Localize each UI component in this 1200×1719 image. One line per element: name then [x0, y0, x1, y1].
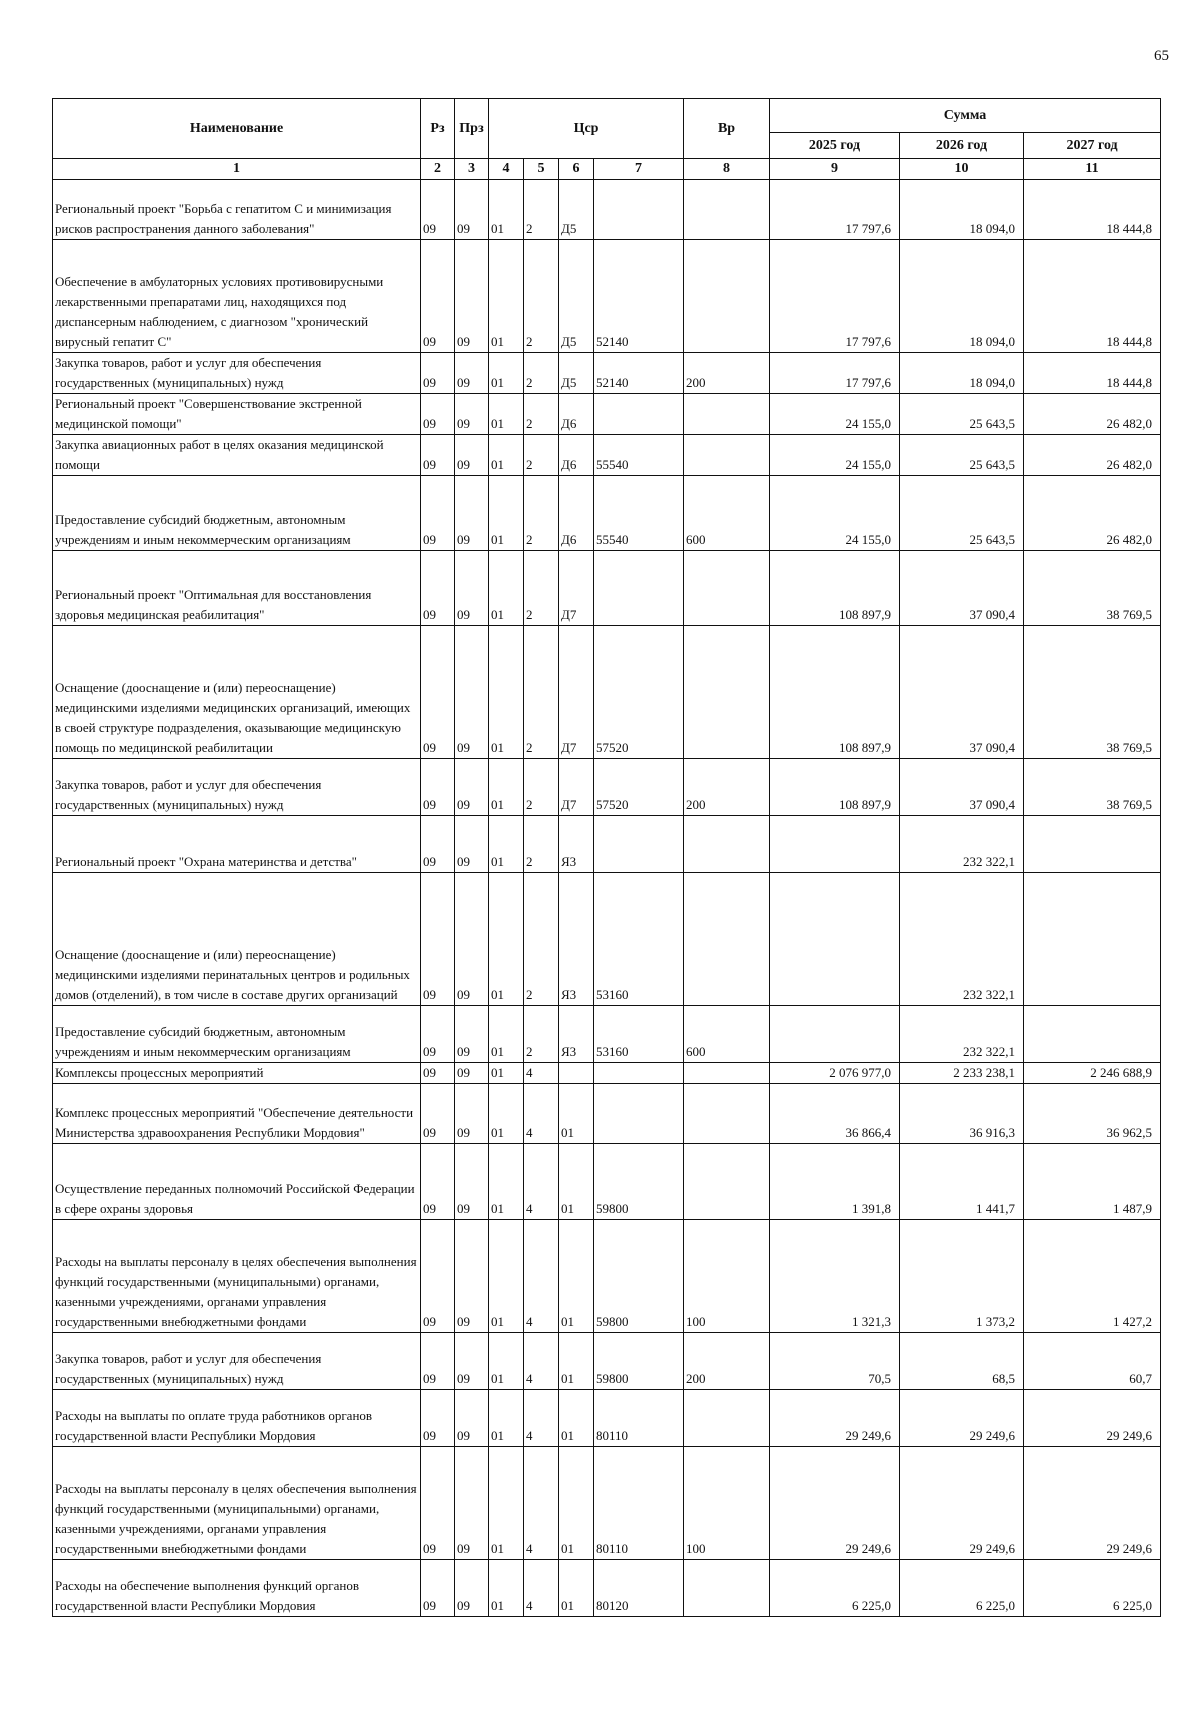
row-rz: 09 [421, 626, 455, 759]
row-sum-2027: 18 444,8 [1024, 353, 1161, 394]
column-number: 9 [770, 159, 900, 180]
row-sum-2027: 38 769,5 [1024, 626, 1161, 759]
row-sum-2026: 29 249,6 [900, 1447, 1024, 1560]
row-name: Оснащение (дооснащение и (или) переоснащение) медицинскими изделиями медицинских организаций, имеющих в своей структуре подразделения, оказывающие медицинскую помощь по медицинской реабилитации [53, 626, 421, 759]
row-rz: 09 [421, 551, 455, 626]
row-csr-part-1: 01 [489, 1333, 524, 1390]
table-row [53, 240, 1161, 353]
row-vr [684, 1063, 770, 1084]
header-rz: Рз [421, 99, 455, 159]
row-csr-code [594, 551, 684, 626]
header-year-2026: 2026 год [900, 133, 1024, 159]
row-sum-2025 [770, 873, 900, 1006]
row-csr-part-3: Д6 [559, 394, 594, 435]
row-sum-2026: 25 643,5 [900, 394, 1024, 435]
table-row [53, 1447, 1161, 1560]
row-csr-part-1: 01 [489, 1084, 524, 1144]
row-sum-2026: 29 249,6 [900, 1390, 1024, 1447]
row-sum-2026: 1 441,7 [900, 1144, 1024, 1220]
table-row [53, 1390, 1161, 1447]
row-csr-part-2: 2 [524, 551, 559, 626]
row-csr-part-2: 4 [524, 1560, 559, 1617]
row-csr-part-3: Д7 [559, 551, 594, 626]
table-row [53, 1560, 1161, 1617]
row-name: Оснащение (дооснащение и (или) переоснащение) медицинскими изделиями перинатальных центров и родильных домов (отделений), в том числе в составе других организаций [53, 873, 421, 1006]
row-vr [684, 435, 770, 476]
row-csr-part-1: 01 [489, 240, 524, 353]
row-csr-part-1: 01 [489, 626, 524, 759]
row-sum-2025: 29 249,6 [770, 1447, 900, 1560]
row-prz: 09 [455, 1560, 489, 1617]
row-rz: 09 [421, 353, 455, 394]
row-name: Расходы на выплаты персоналу в целях обеспечения выполнения функций государственными (муниципальными) органами, казенными учреждениями, органами управления государственными внебюджетными фондами [53, 1220, 421, 1333]
row-rz: 09 [421, 394, 455, 435]
row-csr-part-3: Я3 [559, 1006, 594, 1063]
row-sum-2027: 29 249,6 [1024, 1447, 1161, 1560]
row-csr-part-1: 01 [489, 759, 524, 816]
row-sum-2025 [770, 1006, 900, 1063]
row-csr-part-2: 4 [524, 1447, 559, 1560]
row-prz: 09 [455, 1447, 489, 1560]
row-csr-part-3: Д7 [559, 759, 594, 816]
row-sum-2026: 25 643,5 [900, 435, 1024, 476]
row-name: Региональный проект "Борьба с гепатитом С и минимизация рисков распространения данного заболевания" [53, 180, 421, 240]
row-csr-part-2: 2 [524, 759, 559, 816]
row-name: Региональный проект "Совершенствование экстренной медицинской помощи" [53, 394, 421, 435]
row-sum-2025: 24 155,0 [770, 394, 900, 435]
row-csr-part-1: 01 [489, 1063, 524, 1084]
row-vr [684, 873, 770, 1006]
page-number: 65 [1154, 48, 1169, 64]
table-row [53, 873, 1161, 1006]
row-sum-2026: 232 322,1 [900, 816, 1024, 873]
row-csr-code: 53160 [594, 873, 684, 1006]
row-csr-part-2: 2 [524, 873, 559, 1006]
table-row [53, 551, 1161, 626]
row-prz: 09 [455, 759, 489, 816]
row-csr-code: 80110 [594, 1447, 684, 1560]
row-rz: 09 [421, 1447, 455, 1560]
row-sum-2027: 60,7 [1024, 1333, 1161, 1390]
row-name: Расходы на выплаты по оплате труда работников органов государственной власти Республики Мордовия [53, 1390, 421, 1447]
row-prz: 09 [455, 1220, 489, 1333]
table-row [53, 816, 1161, 873]
row-csr-part-3: Д5 [559, 240, 594, 353]
column-number: 2 [421, 159, 455, 180]
row-sum-2026: 2 233 238,1 [900, 1063, 1024, 1084]
row-csr-code: 52140 [594, 240, 684, 353]
row-name: Комплексы процессных мероприятий [53, 1063, 421, 1084]
row-csr-part-2: 4 [524, 1144, 559, 1220]
row-sum-2026: 68,5 [900, 1333, 1024, 1390]
row-sum-2027: 6 225,0 [1024, 1560, 1161, 1617]
row-name: Предоставление субсидий бюджетным, автономным учреждениям и иным некоммерческим организациям [53, 476, 421, 551]
row-csr-part-2: 4 [524, 1333, 559, 1390]
row-sum-2026: 37 090,4 [900, 626, 1024, 759]
row-sum-2025: 1 321,3 [770, 1220, 900, 1333]
row-csr-part-2: 2 [524, 353, 559, 394]
row-sum-2025: 2 076 977,0 [770, 1063, 900, 1084]
row-name: Закупка товаров, работ и услуг для обеспечения государственных (муниципальных) нужд [53, 759, 421, 816]
row-csr-part-2: 2 [524, 240, 559, 353]
row-prz: 09 [455, 353, 489, 394]
header-name: Наименование [53, 99, 421, 159]
column-number: 5 [524, 159, 559, 180]
budget-table-wrapper [52, 98, 1160, 1617]
row-vr: 200 [684, 759, 770, 816]
row-csr-part-1: 01 [489, 873, 524, 1006]
row-rz: 09 [421, 816, 455, 873]
row-vr: 100 [684, 1447, 770, 1560]
row-csr-code [594, 1063, 684, 1084]
row-csr-part-1: 01 [489, 1144, 524, 1220]
table-row [53, 626, 1161, 759]
row-sum-2027: 26 482,0 [1024, 435, 1161, 476]
row-name: Региональный проект "Оптимальная для восстановления здоровья медицинская реабилитация" [53, 551, 421, 626]
row-name: Закупка товаров, работ и услуг для обеспечения государственных (муниципальных) нужд [53, 1333, 421, 1390]
row-name: Закупка авиационных работ в целях оказания медицинской помощи [53, 435, 421, 476]
row-sum-2027: 29 249,6 [1024, 1390, 1161, 1447]
row-prz: 09 [455, 1084, 489, 1144]
row-csr-code: 55540 [594, 435, 684, 476]
row-csr-code: 80120 [594, 1560, 684, 1617]
row-name: Расходы на обеспечение выполнения функций органов государственной власти Республики Мордовия [53, 1560, 421, 1617]
row-sum-2025: 24 155,0 [770, 476, 900, 551]
row-vr [684, 816, 770, 873]
row-sum-2025: 6 225,0 [770, 1560, 900, 1617]
row-name: Комплекс процессных мероприятий "Обеспечение деятельности Министерства здравоохранения Республики Мордовия" [53, 1084, 421, 1144]
row-csr-part-2: 4 [524, 1220, 559, 1333]
table-body [53, 159, 1161, 1617]
table-row [53, 1006, 1161, 1063]
row-name: Осуществление переданных полномочий Российской Федерации в сфере охраны здоровья [53, 1144, 421, 1220]
row-sum-2026: 37 090,4 [900, 551, 1024, 626]
row-rz: 09 [421, 1084, 455, 1144]
table-row [53, 394, 1161, 435]
row-sum-2026: 1 373,2 [900, 1220, 1024, 1333]
row-sum-2027 [1024, 816, 1161, 873]
row-csr-code: 57520 [594, 759, 684, 816]
row-vr [684, 180, 770, 240]
table-row [53, 353, 1161, 394]
row-csr-code: 80110 [594, 1390, 684, 1447]
table-row [53, 1333, 1161, 1390]
row-vr [684, 626, 770, 759]
column-number: 4 [489, 159, 524, 180]
row-sum-2027: 26 482,0 [1024, 476, 1161, 551]
row-sum-2027: 38 769,5 [1024, 759, 1161, 816]
row-csr-part-3: 01 [559, 1333, 594, 1390]
row-sum-2027: 36 962,5 [1024, 1084, 1161, 1144]
row-csr-part-3: 01 [559, 1084, 594, 1144]
column-number-row [53, 159, 1161, 180]
row-csr-part-1: 01 [489, 1220, 524, 1333]
table-row [53, 759, 1161, 816]
row-csr-code: 59800 [594, 1220, 684, 1333]
row-sum-2026: 18 094,0 [900, 353, 1024, 394]
row-prz: 09 [455, 435, 489, 476]
header-sum: Сумма [770, 99, 1161, 133]
row-vr [684, 1084, 770, 1144]
row-csr-part-3: Д7 [559, 626, 594, 759]
table-row [53, 435, 1161, 476]
row-csr-code [594, 1084, 684, 1144]
row-rz: 09 [421, 1006, 455, 1063]
row-csr-part-3: Д6 [559, 435, 594, 476]
row-name: Предоставление субсидий бюджетным, автономным учреждениям и иным некоммерческим организациям [53, 1006, 421, 1063]
row-sum-2027: 1 427,2 [1024, 1220, 1161, 1333]
row-prz: 09 [455, 626, 489, 759]
row-rz: 09 [421, 1220, 455, 1333]
row-csr-part-3: Д6 [559, 476, 594, 551]
row-csr-part-2: 2 [524, 180, 559, 240]
row-sum-2027: 26 482,0 [1024, 394, 1161, 435]
row-sum-2025: 29 249,6 [770, 1390, 900, 1447]
column-number: 8 [684, 159, 770, 180]
row-name: Расходы на выплаты персоналу в целях обеспечения выполнения функций государственными (муниципальными) органами, казенными учреждениями, органами управления государственными внебюджетными фондами [53, 1447, 421, 1560]
row-vr: 200 [684, 1333, 770, 1390]
row-csr-part-2: 2 [524, 1006, 559, 1063]
row-csr-part-3: 01 [559, 1220, 594, 1333]
row-vr [684, 240, 770, 353]
row-sum-2025: 70,5 [770, 1333, 900, 1390]
row-sum-2025: 108 897,9 [770, 759, 900, 816]
row-csr-part-1: 01 [489, 476, 524, 551]
row-prz: 09 [455, 180, 489, 240]
table-row [53, 1063, 1161, 1084]
row-prz: 09 [455, 1333, 489, 1390]
row-sum-2026: 18 094,0 [900, 180, 1024, 240]
row-csr-code [594, 394, 684, 435]
row-sum-2026: 36 916,3 [900, 1084, 1024, 1144]
table-row [53, 1220, 1161, 1333]
row-rz: 09 [421, 476, 455, 551]
row-csr-part-2: 2 [524, 626, 559, 759]
row-prz: 09 [455, 394, 489, 435]
row-csr-part-2: 2 [524, 394, 559, 435]
budget-table [52, 98, 1161, 1617]
row-rz: 09 [421, 1390, 455, 1447]
row-sum-2025: 24 155,0 [770, 435, 900, 476]
column-number: 3 [455, 159, 489, 180]
header-csr: Цср [489, 99, 684, 159]
row-csr-part-1: 01 [489, 1390, 524, 1447]
row-csr-part-1: 01 [489, 551, 524, 626]
column-number: 7 [594, 159, 684, 180]
column-number: 1 [53, 159, 421, 180]
row-sum-2025: 1 391,8 [770, 1144, 900, 1220]
row-sum-2026: 232 322,1 [900, 1006, 1024, 1063]
row-csr-part-3: Д5 [559, 180, 594, 240]
row-csr-part-3: Д5 [559, 353, 594, 394]
row-sum-2025: 17 797,6 [770, 353, 900, 394]
row-vr [684, 394, 770, 435]
row-name: Обеспечение в амбулаторных условиях противовирусными лекарственными препаратами лиц, находящихся под диспансерным наблюдением, с диагнозом "хронический вирусный гепатит С" [53, 240, 421, 353]
row-csr-part-2: 2 [524, 816, 559, 873]
row-csr-part-1: 01 [489, 1560, 524, 1617]
row-rz: 09 [421, 1063, 455, 1084]
row-rz: 09 [421, 1560, 455, 1617]
row-csr-part-3: Я3 [559, 873, 594, 1006]
row-vr [684, 1144, 770, 1220]
row-csr-part-1: 01 [489, 816, 524, 873]
header-prz: Прз [455, 99, 489, 159]
row-rz: 09 [421, 1144, 455, 1220]
row-csr-part-3: 01 [559, 1390, 594, 1447]
row-sum-2025 [770, 816, 900, 873]
header-year-2027: 2027 год [1024, 133, 1161, 159]
row-csr-part-3: 01 [559, 1144, 594, 1220]
row-rz: 09 [421, 873, 455, 1006]
row-vr: 600 [684, 476, 770, 551]
row-csr-part-1: 01 [489, 1447, 524, 1560]
row-rz: 09 [421, 240, 455, 353]
row-vr: 600 [684, 1006, 770, 1063]
header-year-2025: 2025 год [770, 133, 900, 159]
row-sum-2027 [1024, 873, 1161, 1006]
row-csr-code [594, 180, 684, 240]
header-vr: Вр [684, 99, 770, 159]
row-csr-code: 57520 [594, 626, 684, 759]
row-sum-2027 [1024, 1006, 1161, 1063]
row-csr-code [594, 816, 684, 873]
row-csr-part-3: 01 [559, 1560, 594, 1617]
row-prz: 09 [455, 240, 489, 353]
row-vr [684, 1560, 770, 1617]
table-row [53, 1084, 1161, 1144]
row-name: Закупка товаров, работ и услуг для обеспечения государственных (муниципальных) нужд [53, 353, 421, 394]
row-csr-code: 59800 [594, 1333, 684, 1390]
row-csr-part-1: 01 [489, 353, 524, 394]
row-csr-part-2: 4 [524, 1084, 559, 1144]
row-vr: 200 [684, 353, 770, 394]
row-csr-part-3: Я3 [559, 816, 594, 873]
row-sum-2027: 18 444,8 [1024, 180, 1161, 240]
row-sum-2026: 6 225,0 [900, 1560, 1024, 1617]
row-csr-code: 53160 [594, 1006, 684, 1063]
row-csr-code: 52140 [594, 353, 684, 394]
table-row [53, 180, 1161, 240]
row-name: Региональный проект "Охрана материнства и детства" [53, 816, 421, 873]
row-prz: 09 [455, 1144, 489, 1220]
row-csr-part-2: 4 [524, 1390, 559, 1447]
row-sum-2025: 108 897,9 [770, 551, 900, 626]
row-prz: 09 [455, 476, 489, 551]
row-csr-code: 55540 [594, 476, 684, 551]
row-vr: 100 [684, 1220, 770, 1333]
row-sum-2027: 1 487,9 [1024, 1144, 1161, 1220]
row-csr-part-3 [559, 1063, 594, 1084]
row-rz: 09 [421, 759, 455, 816]
row-prz: 09 [455, 1390, 489, 1447]
row-rz: 09 [421, 180, 455, 240]
column-number: 6 [559, 159, 594, 180]
row-csr-part-1: 01 [489, 394, 524, 435]
row-csr-part-3: 01 [559, 1447, 594, 1560]
row-sum-2025: 17 797,6 [770, 180, 900, 240]
row-prz: 09 [455, 873, 489, 1006]
row-sum-2027: 2 246 688,9 [1024, 1063, 1161, 1084]
row-prz: 09 [455, 816, 489, 873]
row-rz: 09 [421, 435, 455, 476]
row-vr [684, 551, 770, 626]
row-csr-part-1: 01 [489, 435, 524, 476]
row-sum-2025: 108 897,9 [770, 626, 900, 759]
row-sum-2026: 37 090,4 [900, 759, 1024, 816]
row-sum-2026: 18 094,0 [900, 240, 1024, 353]
row-vr [684, 1390, 770, 1447]
row-csr-part-2: 4 [524, 1063, 559, 1084]
row-rz: 09 [421, 1333, 455, 1390]
row-csr-code: 59800 [594, 1144, 684, 1220]
row-csr-part-2: 2 [524, 435, 559, 476]
row-csr-part-1: 01 [489, 1006, 524, 1063]
row-csr-part-2: 2 [524, 476, 559, 551]
row-sum-2025: 36 866,4 [770, 1084, 900, 1144]
row-prz: 09 [455, 1063, 489, 1084]
row-csr-part-1: 01 [489, 180, 524, 240]
column-number: 11 [1024, 159, 1161, 180]
row-sum-2025: 17 797,6 [770, 240, 900, 353]
row-sum-2027: 18 444,8 [1024, 240, 1161, 353]
table-row [53, 1144, 1161, 1220]
row-sum-2027: 38 769,5 [1024, 551, 1161, 626]
table-row [53, 476, 1161, 551]
row-sum-2026: 25 643,5 [900, 476, 1024, 551]
column-number: 10 [900, 159, 1024, 180]
row-sum-2026: 232 322,1 [900, 873, 1024, 1006]
row-prz: 09 [455, 551, 489, 626]
row-prz: 09 [455, 1006, 489, 1063]
